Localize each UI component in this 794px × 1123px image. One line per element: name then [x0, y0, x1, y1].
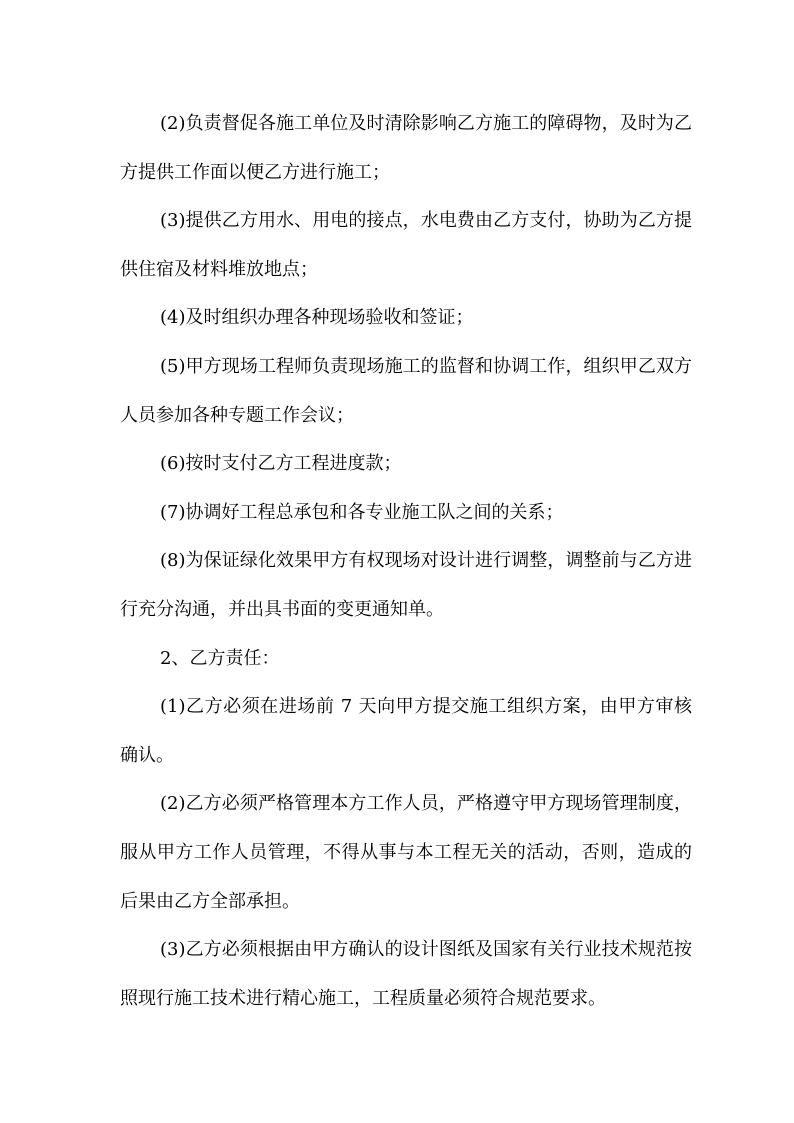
clause-paragraph: (3)乙方必须根据由甲方确认的设计图纸及国家有关行业技术规范按照现行施工技术进行精心施工，工程质量必须符合规范要求。 [120, 939, 692, 1009]
clause-paragraph: (5)甲方现场工程师负责现场施工的监督和协调工作，组织甲乙双方人员参加各种专题工作会议； [120, 355, 692, 426]
clause-paragraph: (6)按时支付乙方工程进度款； [160, 453, 402, 475]
document-body [120, 100, 692, 1023]
clause-paragraph: (3)提供乙方用水、用电的接点，水电费由乙方支付，协助为乙方提供住宿及材料堆放地点； [120, 210, 692, 280]
clause-paragraph: (8)为保证绿化效果甲方有权现场对设计进行调整，调整前与乙方进行充分沟通，并出具书面的变更通知单。 [120, 550, 692, 620]
clause-paragraph: (1)乙方必须在进场前 7 天向甲方提交施工组织方案，由甲方审核确认。 [120, 696, 692, 766]
section-heading: 2、乙方责任： [160, 647, 280, 669]
clause-paragraph: (2)乙方必须严格管理本方工作人员，严格遵守甲方现场管理制度，服从甲方工作人员管理，不得从事与本工程无关的活动，否则，造成的后果由乙方全部承担。 [120, 793, 692, 912]
clause-paragraph: (7)协调好工程总承包和各专业施工队之间的关系； [160, 501, 564, 523]
clause-paragraph: (2)负责督促各施工单位及时清除影响乙方施工的障碍物，及时为乙方提供工作面以便乙方进行施工； [120, 113, 692, 183]
clause-paragraph: (4)及时组织办理各种现场验收和签证； [160, 307, 474, 329]
